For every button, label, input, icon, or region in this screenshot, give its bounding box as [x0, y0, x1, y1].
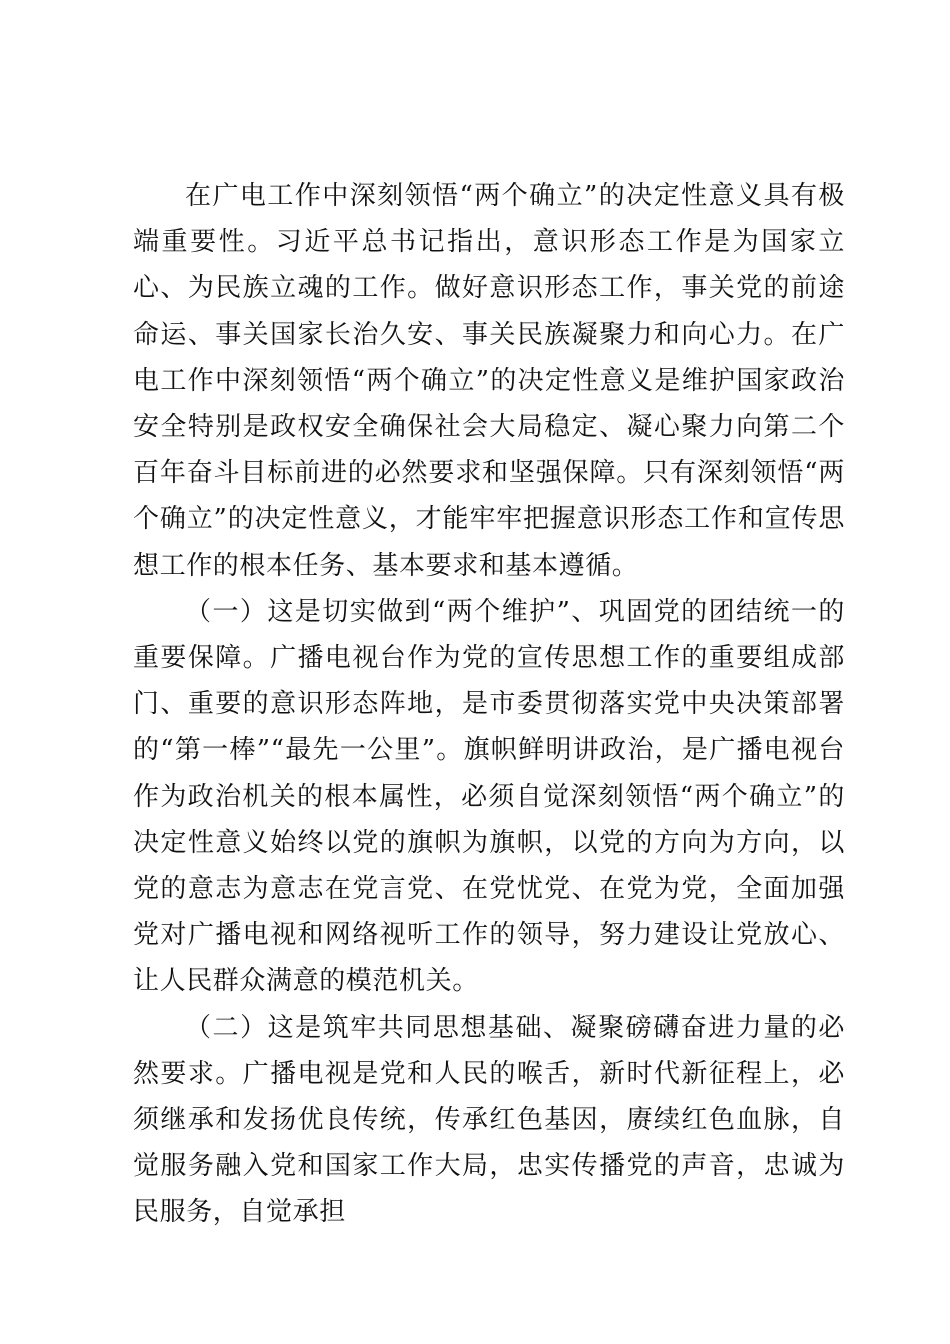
paragraph-point-two: （二）这是筑牢共同思想基础、凝聚磅礴奋进力量的必然要求。广播电视是党和人民的喉舌，新时代新征程上，必须继承和发扬优良传统，传承红色基因，赓续红色血脉，自觉服务融入党和国家工作大局，忠实传播党的声音，忠诚为民服务，自觉承担	[133, 1012, 845, 1228]
paragraph-point-one: （一）这是切实做到“两个维护”、巩固党的团结统一的重要保障。广播电视台作为党的宣传思想工作的重要组成部门、重要的意识形态阵地，是市委贯彻落实党中央决策部署的“第一棒”“最先一公里”。旗帜鲜明讲政治，是广播电视台作为政治机关的根本属性，必须自觉深刻领悟“两个确立”的决定性意义始终以党的旗帜为旗帜，以党的方向为方向，以党的意志为意志在党言党、在党忧党、在党为党，全面加强党对广播电视和网络视听工作的领导，努力建设让党放心、让人民群众满意的模范机关。	[133, 596, 845, 997]
paragraph-importance: 在广电工作中深刻领悟“两个确立”的决定性意义具有极端重要性。习近平总书记指出，意识形态工作是为国家立心、为民族立魂的工作。做好意识形态工作，事关党的前途命运、事关国家长治久安、事关民族凝聚力和向心力。在广电工作中深刻领悟“两个确立”的决定性意义是维护国家政治安全特别是政权安全确保社会大局稳定、凝心聚力向第二个百年奋斗目标前进的必然要求和坚强保障。只有深刻领悟“两个确立”的决定性意义，才能牢牢把握意识形态工作和宣传思想工作的根本任务、基本要求和基本遵循。	[133, 181, 845, 581]
document-body	[133, 173, 845, 1236]
